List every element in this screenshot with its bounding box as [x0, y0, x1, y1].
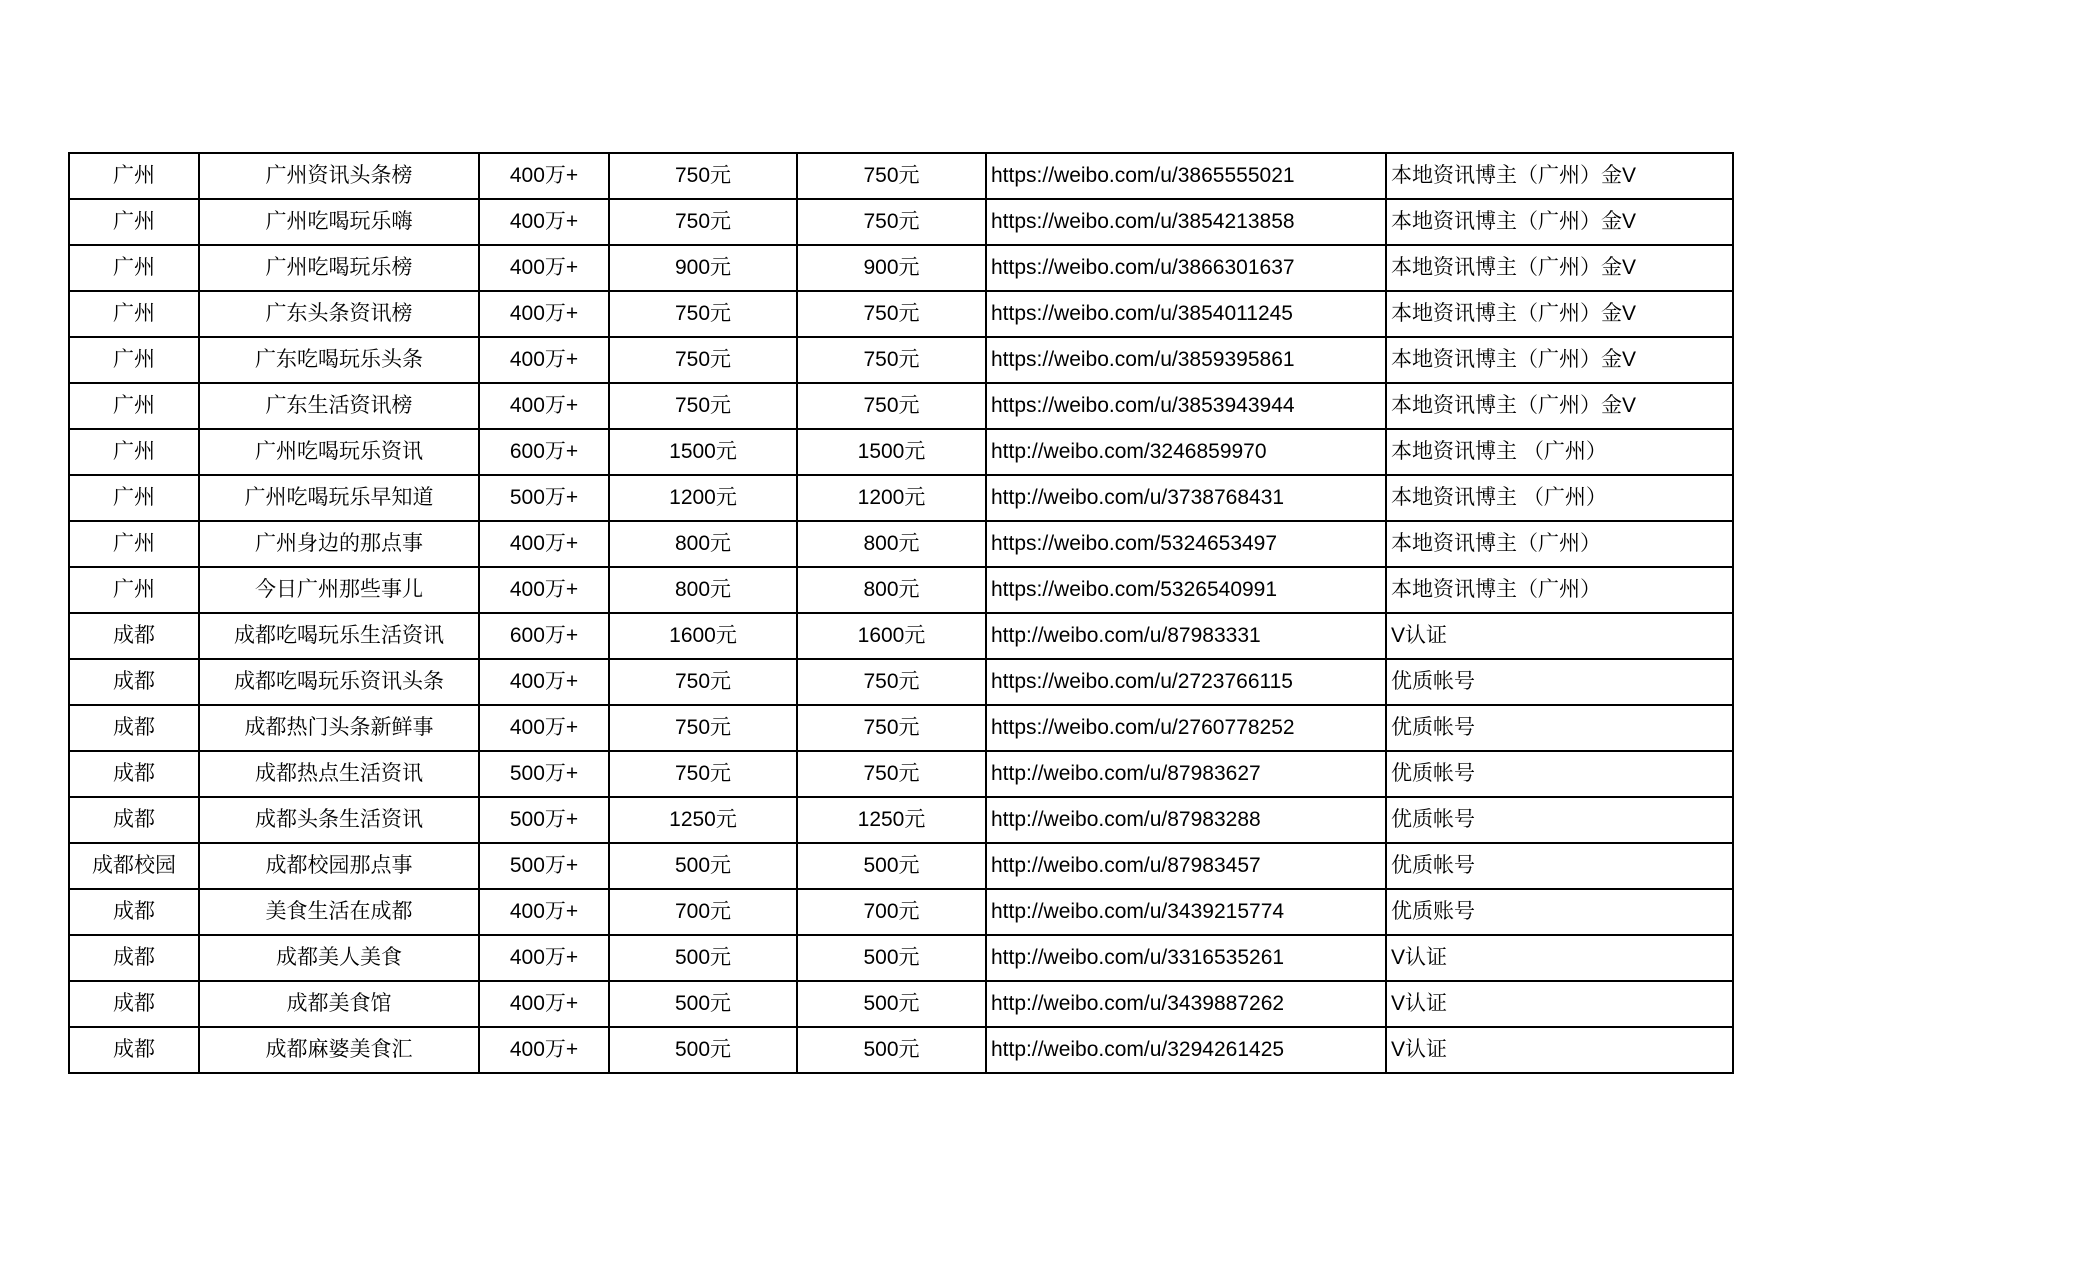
- price-cell: 750元: [609, 659, 797, 705]
- account-note-cell: 本地资讯博主（广州）: [1386, 521, 1733, 567]
- city-cell: 广州: [69, 567, 199, 613]
- price-cell: 500元: [609, 843, 797, 889]
- profile-url-cell: http://weibo.com/u/3294261425: [986, 1027, 1386, 1073]
- followers-cell: 400万+: [479, 705, 609, 751]
- profile-url-cell: https://weibo.com/5326540991: [986, 567, 1386, 613]
- profile-url-cell: https://weibo.com/5324653497: [986, 521, 1386, 567]
- followers-cell: 500万+: [479, 475, 609, 521]
- followers-cell: 400万+: [479, 153, 609, 199]
- account-note-cell: V认证: [1386, 613, 1733, 659]
- profile-url-cell: https://weibo.com/u/3853943944: [986, 383, 1386, 429]
- profile-url-cell: https://weibo.com/u/3865555021: [986, 153, 1386, 199]
- city-cell: 成都: [69, 1027, 199, 1073]
- table-row: [69, 567, 1733, 613]
- account-name-cell: 广州吃喝玩乐榜: [199, 245, 479, 291]
- profile-url-cell: https://weibo.com/u/3866301637: [986, 245, 1386, 291]
- price-cell: 1200元: [609, 475, 797, 521]
- account-name-cell: 成都校园那点事: [199, 843, 479, 889]
- price-cell: 800元: [609, 521, 797, 567]
- price-cell: 750元: [797, 705, 986, 751]
- table-row: [69, 751, 1733, 797]
- price-cell: 750元: [797, 337, 986, 383]
- account-name-cell: 广州身边的那点事: [199, 521, 479, 567]
- price-cell: 750元: [609, 291, 797, 337]
- followers-cell: 500万+: [479, 751, 609, 797]
- price-cell: 1600元: [797, 613, 986, 659]
- table-row: [69, 475, 1733, 521]
- table-row: [69, 199, 1733, 245]
- price-cell: 700元: [797, 889, 986, 935]
- account-note-cell: 优质账号: [1386, 889, 1733, 935]
- table-row: [69, 291, 1733, 337]
- price-cell: 900元: [609, 245, 797, 291]
- profile-url-cell: http://weibo.com/u/87983331: [986, 613, 1386, 659]
- profile-url-cell: https://weibo.com/u/3859395861: [986, 337, 1386, 383]
- account-note-cell: 优质帐号: [1386, 705, 1733, 751]
- table-row: [69, 981, 1733, 1027]
- table-row: [69, 705, 1733, 751]
- price-cell: 750元: [797, 383, 986, 429]
- price-cell: 1200元: [797, 475, 986, 521]
- profile-url-cell: http://weibo.com/u/87983627: [986, 751, 1386, 797]
- account-name-cell: 成都吃喝玩乐生活资讯: [199, 613, 479, 659]
- profile-url-cell: http://weibo.com/3246859970: [986, 429, 1386, 475]
- table-row: [69, 245, 1733, 291]
- price-cell: 750元: [797, 751, 986, 797]
- city-cell: 广州: [69, 521, 199, 567]
- city-cell: 成都校园: [69, 843, 199, 889]
- price-cell: 750元: [609, 705, 797, 751]
- account-note-cell: V认证: [1386, 1027, 1733, 1073]
- account-name-cell: 广州吃喝玩乐资讯: [199, 429, 479, 475]
- city-cell: 成都: [69, 705, 199, 751]
- account-note-cell: 优质帐号: [1386, 843, 1733, 889]
- price-cell: 750元: [609, 337, 797, 383]
- table-row: [69, 613, 1733, 659]
- price-cell: 750元: [797, 199, 986, 245]
- account-note-cell: 本地资讯博主 （广州）: [1386, 475, 1733, 521]
- followers-cell: 400万+: [479, 567, 609, 613]
- table-row: [69, 797, 1733, 843]
- profile-url-cell: http://weibo.com/u/3316535261: [986, 935, 1386, 981]
- city-cell: 成都: [69, 751, 199, 797]
- city-cell: 广州: [69, 153, 199, 199]
- price-cell: 750元: [797, 659, 986, 705]
- price-cell: 500元: [797, 981, 986, 1027]
- profile-url-cell: https://weibo.com/u/3854213858: [986, 199, 1386, 245]
- followers-cell: 400万+: [479, 245, 609, 291]
- table-row: [69, 383, 1733, 429]
- city-cell: 成都: [69, 613, 199, 659]
- table-row: [69, 889, 1733, 935]
- city-cell: 广州: [69, 337, 199, 383]
- profile-url-cell: http://weibo.com/u/87983288: [986, 797, 1386, 843]
- account-note-cell: 优质帐号: [1386, 751, 1733, 797]
- price-cell: 750元: [609, 751, 797, 797]
- city-cell: 广州: [69, 475, 199, 521]
- table-row: [69, 659, 1733, 705]
- followers-cell: 600万+: [479, 613, 609, 659]
- followers-cell: 500万+: [479, 797, 609, 843]
- price-cell: 800元: [797, 567, 986, 613]
- followers-cell: 400万+: [479, 383, 609, 429]
- price-cell: 800元: [609, 567, 797, 613]
- city-cell: 广州: [69, 383, 199, 429]
- profile-url-cell: https://weibo.com/u/3854011245: [986, 291, 1386, 337]
- account-note-cell: 本地资讯博主（广州）金V: [1386, 337, 1733, 383]
- city-cell: 广州: [69, 291, 199, 337]
- profile-url-cell: https://weibo.com/u/2723766115: [986, 659, 1386, 705]
- profile-url-cell: https://weibo.com/u/2760778252: [986, 705, 1386, 751]
- account-name-cell: 广州吃喝玩乐嗨: [199, 199, 479, 245]
- account-name-cell: 成都头条生活资讯: [199, 797, 479, 843]
- table-row: [69, 843, 1733, 889]
- city-cell: 广州: [69, 199, 199, 245]
- table-row: [69, 521, 1733, 567]
- followers-cell: 400万+: [479, 659, 609, 705]
- city-cell: 成都: [69, 659, 199, 705]
- profile-url-cell: http://weibo.com/u/3439215774: [986, 889, 1386, 935]
- price-cell: 750元: [797, 153, 986, 199]
- followers-cell: 400万+: [479, 981, 609, 1027]
- city-cell: 广州: [69, 429, 199, 475]
- account-name-cell: 广州吃喝玩乐早知道: [199, 475, 479, 521]
- followers-cell: 400万+: [479, 1027, 609, 1073]
- account-note-cell: 本地资讯博主（广州）金V: [1386, 245, 1733, 291]
- followers-cell: 400万+: [479, 337, 609, 383]
- account-name-cell: 成都吃喝玩乐资讯头条: [199, 659, 479, 705]
- table-row: [69, 935, 1733, 981]
- profile-url-cell: http://weibo.com/u/87983457: [986, 843, 1386, 889]
- price-cell: 750元: [609, 153, 797, 199]
- account-note-cell: 本地资讯博主 （广州）: [1386, 429, 1733, 475]
- account-note-cell: 优质帐号: [1386, 659, 1733, 705]
- city-cell: 成都: [69, 797, 199, 843]
- account-name-cell: 成都麻婆美食汇: [199, 1027, 479, 1073]
- followers-cell: 400万+: [479, 889, 609, 935]
- account-note-cell: 本地资讯博主（广州）: [1386, 567, 1733, 613]
- price-cell: 1250元: [797, 797, 986, 843]
- table-row: [69, 337, 1733, 383]
- city-cell: 成都: [69, 981, 199, 1027]
- price-cell: 700元: [609, 889, 797, 935]
- table-row: [69, 429, 1733, 475]
- account-note-cell: 优质帐号: [1386, 797, 1733, 843]
- price-cell: 1500元: [609, 429, 797, 475]
- price-cell: 1250元: [609, 797, 797, 843]
- price-cell: 1500元: [797, 429, 986, 475]
- price-cell: 800元: [797, 521, 986, 567]
- price-cell: 1600元: [609, 613, 797, 659]
- profile-url-cell: http://weibo.com/u/3738768431: [986, 475, 1386, 521]
- price-cell: 500元: [609, 1027, 797, 1073]
- account-name-cell: 成都热门头条新鲜事: [199, 705, 479, 751]
- account-name-cell: 广州资讯头条榜: [199, 153, 479, 199]
- city-cell: 成都: [69, 889, 199, 935]
- profile-url-cell: http://weibo.com/u/3439887262: [986, 981, 1386, 1027]
- account-name-cell: 成都热点生活资讯: [199, 751, 479, 797]
- price-cell: 500元: [797, 935, 986, 981]
- account-note-cell: V认证: [1386, 981, 1733, 1027]
- price-cell: 750元: [797, 291, 986, 337]
- account-note-cell: 本地资讯博主（广州）金V: [1386, 291, 1733, 337]
- followers-cell: 400万+: [479, 521, 609, 567]
- account-note-cell: 本地资讯博主（广州）金V: [1386, 383, 1733, 429]
- account-name-cell: 成都美食馆: [199, 981, 479, 1027]
- price-cell: 750元: [609, 383, 797, 429]
- account-name-cell: 广东头条资讯榜: [199, 291, 479, 337]
- table-row: [69, 1027, 1733, 1073]
- followers-cell: 400万+: [479, 199, 609, 245]
- account-name-cell: 广东生活资讯榜: [199, 383, 479, 429]
- price-cell: 900元: [797, 245, 986, 291]
- followers-cell: 500万+: [479, 843, 609, 889]
- account-name-cell: 成都美人美食: [199, 935, 479, 981]
- followers-cell: 600万+: [479, 429, 609, 475]
- followers-cell: 400万+: [479, 935, 609, 981]
- table-row: [69, 153, 1733, 199]
- price-cell: 500元: [797, 843, 986, 889]
- account-note-cell: 本地资讯博主（广州）金V: [1386, 153, 1733, 199]
- city-cell: 成都: [69, 935, 199, 981]
- followers-cell: 400万+: [479, 291, 609, 337]
- price-cell: 500元: [797, 1027, 986, 1073]
- city-cell: 广州: [69, 245, 199, 291]
- account-name-cell: 广东吃喝玩乐头条: [199, 337, 479, 383]
- account-name-cell: 今日广州那些事儿: [199, 567, 479, 613]
- account-note-cell: 本地资讯博主（广州）金V: [1386, 199, 1733, 245]
- account-note-cell: V认证: [1386, 935, 1733, 981]
- price-cell: 750元: [609, 199, 797, 245]
- price-cell: 500元: [609, 935, 797, 981]
- account-price-table: [68, 152, 1734, 1074]
- table-body: [69, 153, 1733, 1073]
- account-name-cell: 美食生活在成都: [199, 889, 479, 935]
- price-cell: 500元: [609, 981, 797, 1027]
